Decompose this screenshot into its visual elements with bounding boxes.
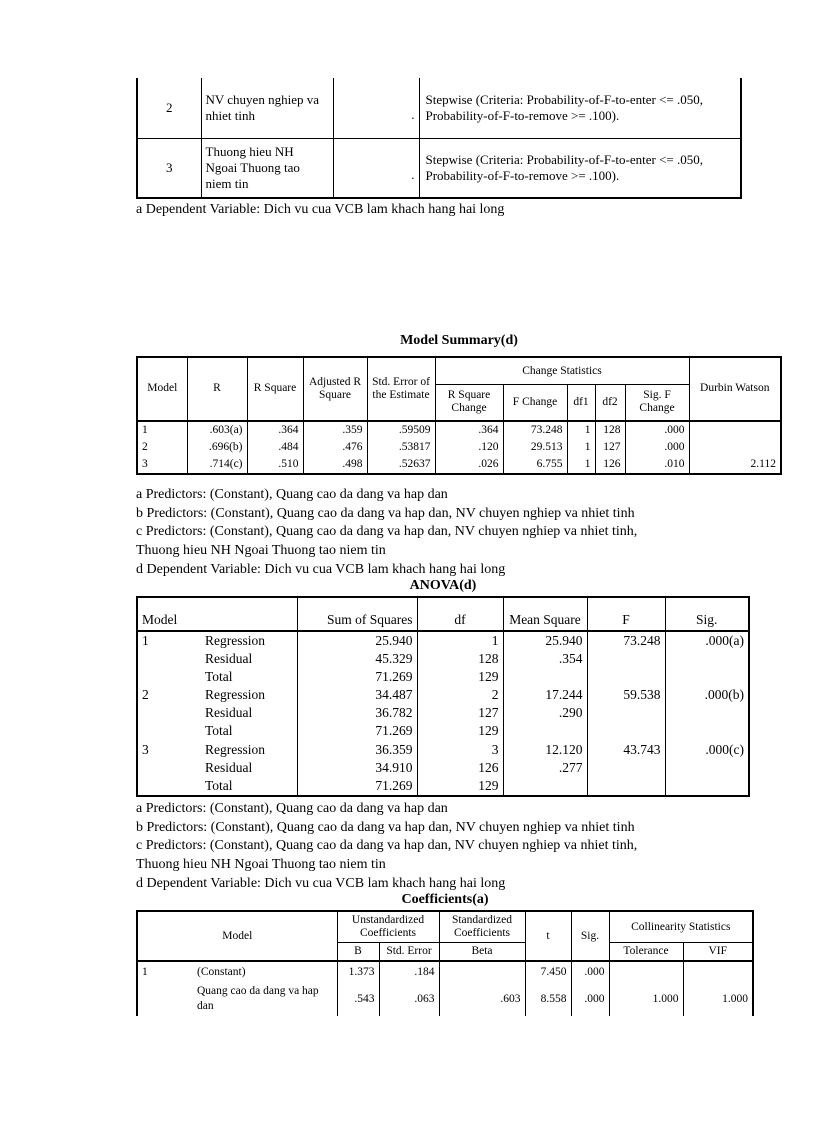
cell-term: (Constant) (197, 966, 246, 978)
cell-fc: 73.248 (503, 421, 567, 439)
cell-df: 126 (417, 759, 503, 777)
cell-b: .543 (337, 982, 379, 1016)
cell-sig (665, 722, 749, 740)
anova-footnote-c: c Predictors: (Constant), Quang cao da dang va hap dan, NV chuyen nghiep va nhiet tinh, (136, 838, 638, 853)
removed-cell: . (333, 138, 419, 198)
method-cell: Stepwise (Criteria: Probability-of-F-to-enter <= .050, Probability-of-F-to-remove >= .100). (419, 78, 741, 138)
header-f: F (587, 597, 665, 631)
cell-model (137, 668, 197, 686)
cell-df1: 1 (567, 456, 595, 474)
header-t: t (525, 911, 571, 961)
cell-model (137, 759, 197, 777)
cell-sig: .000 (625, 421, 689, 439)
cell-ss: 36.782 (297, 704, 417, 722)
cell-se: .063 (379, 982, 439, 1016)
cell-source: Residual (205, 651, 253, 667)
cell-sig: .000(a) (665, 631, 749, 650)
anova-footnote-d: d Dependent Variable: Dich vu cua VCB lam khach hang hai long (136, 876, 506, 891)
header-standardized: Standardized Coefficients (439, 911, 525, 943)
cell-source: Residual (205, 705, 253, 721)
ms-footnote-c-cont: Thuong hieu NH Ngoai Thuong tao niem tin (136, 543, 386, 558)
cell-dw: 2.112 (689, 456, 781, 474)
cell-sig: .000(b) (665, 686, 749, 704)
footnote-a: a Dependent Variable: Dich vu cua VCB lam khach hang hai long (136, 202, 505, 217)
cell-sig (665, 759, 749, 777)
cell-df1: 1 (567, 439, 595, 456)
cell-ss: 25.940 (297, 631, 417, 650)
header-df: df (417, 597, 503, 631)
cell-df: 129 (417, 722, 503, 740)
cell-ms: 12.120 (503, 741, 587, 759)
header-beta: Beta (439, 943, 525, 962)
cell-df: 1 (417, 631, 503, 650)
cell-f: 43.743 (587, 741, 665, 759)
table-row (137, 704, 749, 722)
coefficients-title: Coefficients(a) (401, 892, 489, 907)
cell-df2: 127 (595, 439, 625, 456)
cell-df: 129 (417, 777, 503, 796)
cell-sig: .010 (625, 456, 689, 474)
header-df1: df1 (567, 385, 595, 421)
cell-b: 1.373 (337, 961, 379, 982)
cell-r-square: .510 (247, 456, 303, 474)
anova-footnote-a: a Predictors: (Constant), Quang cao da dang va hap dan (136, 801, 448, 816)
ms-footnote-d: d Dependent Variable: Dich vu cua VCB lam khach hang hai long (136, 562, 506, 577)
cell-ms: 25.940 (503, 631, 587, 650)
header-std-error: Std. Error (379, 943, 439, 962)
cell-rsc: .120 (435, 439, 503, 456)
anova-table (136, 596, 750, 797)
ms-footnote-b: b Predictors: (Constant), Quang cao da dang va hap dan, NV chuyen nghiep va nhiet tinh (136, 506, 635, 521)
cell-source: Regression (205, 687, 265, 703)
table-row (137, 759, 749, 777)
cell-model: 1 (142, 966, 148, 978)
cell-f (587, 722, 665, 740)
cell-term: Quang cao da dang va hap dan (197, 985, 319, 1012)
table-row (137, 686, 749, 704)
header-unstandardized: Unstandardized Coefficients (337, 911, 439, 943)
header-change-statistics: Change Statistics (435, 357, 689, 385)
cell-ms: .277 (503, 759, 587, 777)
cell-df: 2 (417, 686, 503, 704)
cell-vif: 1.000 (683, 982, 753, 1016)
header-vif: VIF (683, 943, 753, 962)
cell-ss: 71.269 (297, 668, 417, 686)
table-row (137, 722, 749, 740)
cell-ss: 34.487 (297, 686, 417, 704)
header-model: Model (137, 911, 337, 961)
header-std-error: Std. Error of the Estimate (367, 357, 435, 421)
table-row (137, 456, 781, 474)
cell-adj: .476 (303, 439, 367, 456)
variables-entered-table (136, 78, 742, 199)
cell-sig (665, 777, 749, 796)
model-summary-title: Model Summary(d) (400, 333, 518, 348)
anova-title: ANOVA(d) (409, 578, 477, 593)
cell-vif (683, 961, 753, 982)
cell-ms (503, 722, 587, 740)
cell-sig (665, 704, 749, 722)
cell-f (587, 650, 665, 668)
cell-beta: .603 (439, 982, 525, 1016)
anova-footnote-c-cont: Thuong hieu NH Ngoai Thuong tao niem tin (136, 857, 386, 872)
cell-df: 3 (417, 741, 503, 759)
cell-se: .59509 (367, 421, 435, 439)
table-row (137, 138, 741, 198)
cell-r: .696(b) (187, 439, 247, 456)
cell-df1: 1 (567, 421, 595, 439)
cell-sig: .000 (571, 982, 609, 1016)
cell-adj: .498 (303, 456, 367, 474)
removed-cell: . (333, 78, 419, 138)
cell-f (587, 777, 665, 796)
cell-ss: 45.329 (297, 650, 417, 668)
cell-se: .52637 (367, 456, 435, 474)
cell-model (137, 650, 197, 668)
header-sum-of-squares: Sum of Squares (297, 597, 417, 631)
table-row (137, 961, 753, 982)
cell-model: 3 (137, 456, 187, 474)
cell-dw (689, 439, 781, 456)
header-mean-square: Mean Square (503, 597, 587, 631)
header-df2: df2 (595, 385, 625, 421)
model-cell: 3 (166, 159, 173, 175)
entered-cell: NV chuyen nghiep va nhiet tinh (201, 78, 333, 138)
cell-model: 3 (142, 741, 149, 757)
cell-ss: 71.269 (297, 722, 417, 740)
cell-dw (689, 421, 781, 439)
cell-f: 59.538 (587, 686, 665, 704)
cell-rsc: .026 (435, 456, 503, 474)
ms-footnote-a: a Predictors: (Constant), Quang cao da dang va hap dan (136, 487, 448, 502)
header-collinearity: Collinearity Statistics (609, 911, 753, 943)
cell-beta (439, 961, 525, 982)
cell-f (587, 704, 665, 722)
cell-sig: .000 (571, 961, 609, 982)
cell-r: .603(a) (187, 421, 247, 439)
cell-ms (503, 668, 587, 686)
header-model: Model (142, 612, 178, 627)
method-cell: Stepwise (Criteria: Probability-of-F-to-enter <= .050, Probability-of-F-to-remove >= .100). (419, 138, 741, 198)
cell-se: .53817 (367, 439, 435, 456)
cell-sig: .000(c) (665, 741, 749, 759)
cell-source: Total (205, 777, 233, 793)
table-row (137, 631, 749, 650)
cell-t: 7.450 (525, 961, 571, 982)
cell-source: Total (205, 723, 233, 739)
model-summary-table (136, 356, 782, 475)
cell-df: 129 (417, 668, 503, 686)
table-row (137, 777, 749, 796)
header-adjusted-r-square: Adjusted R Square (303, 357, 367, 421)
cell-model: 1 (137, 421, 187, 439)
cell-model (137, 722, 197, 740)
cell-model: 1 (142, 633, 149, 648)
header-sig: Sig. (665, 597, 749, 631)
header-r: R (187, 357, 247, 421)
model-cell: 2 (137, 78, 201, 138)
cell-fc: 6.755 (503, 456, 567, 474)
cell-r-square: .484 (247, 439, 303, 456)
cell-df: 127 (417, 704, 503, 722)
cell-ms: 17.244 (503, 686, 587, 704)
cell-df2: 126 (595, 456, 625, 474)
cell-source: Total (205, 669, 233, 685)
entered-cell: Thuong hieu NH Ngoai Thuong tao niem tin (201, 138, 333, 198)
cell-model: 2 (142, 687, 149, 703)
cell-ss: 71.269 (297, 777, 417, 796)
cell-df2: 128 (595, 421, 625, 439)
header-r-square: R Square (247, 357, 303, 421)
header-durbin-watson: Durbin Watson (689, 357, 781, 421)
cell-ss: 36.359 (297, 741, 417, 759)
table-row (137, 439, 781, 456)
table-row (137, 421, 781, 439)
cell-source: Regression (205, 633, 265, 648)
cell-r: .714(c) (187, 456, 247, 474)
header-sig: Sig. (571, 911, 609, 961)
cell-adj: .359 (303, 421, 367, 439)
cell-fc: 29.513 (503, 439, 567, 456)
cell-model (137, 982, 193, 1016)
cell-ms: .354 (503, 650, 587, 668)
table-row (137, 78, 741, 138)
header-f-change: F Change (503, 385, 567, 421)
cell-tolerance: 1.000 (609, 982, 683, 1016)
header-r-square-change: R Square Change (435, 385, 503, 421)
cell-rsc: .364 (435, 421, 503, 439)
cell-sig (665, 650, 749, 668)
cell-model (137, 777, 197, 796)
header-b: B (337, 943, 379, 962)
cell-ms (503, 777, 587, 796)
anova-footnote-b: b Predictors: (Constant), Quang cao da dang va hap dan, NV chuyen nghiep va nhiet tinh (136, 820, 635, 835)
header-model: Model (137, 357, 187, 421)
cell-tolerance (609, 961, 683, 982)
table-row (137, 650, 749, 668)
cell-ms: .290 (503, 704, 587, 722)
cell-sig (665, 668, 749, 686)
cell-source: Regression (205, 741, 265, 757)
cell-f (587, 759, 665, 777)
table-row (137, 668, 749, 686)
table-row (137, 982, 753, 1016)
table-row (137, 741, 749, 759)
cell-model: 2 (137, 439, 187, 456)
cell-df: 128 (417, 650, 503, 668)
cell-f (587, 668, 665, 686)
cell-f: 73.248 (587, 631, 665, 650)
cell-model (137, 704, 197, 722)
cell-r-square: .364 (247, 421, 303, 439)
cell-ss: 34.910 (297, 759, 417, 777)
cell-se: .184 (379, 961, 439, 982)
cell-sig: .000 (625, 439, 689, 456)
ms-footnote-c: c Predictors: (Constant), Quang cao da dang va hap dan, NV chuyen nghiep va nhiet tinh, (136, 524, 638, 539)
header-sig-f-change: Sig. F Change (625, 385, 689, 421)
cell-source: Residual (205, 759, 253, 775)
coefficients-table (136, 910, 754, 1016)
header-tolerance: Tolerance (609, 943, 683, 962)
cell-t: 8.558 (525, 982, 571, 1016)
